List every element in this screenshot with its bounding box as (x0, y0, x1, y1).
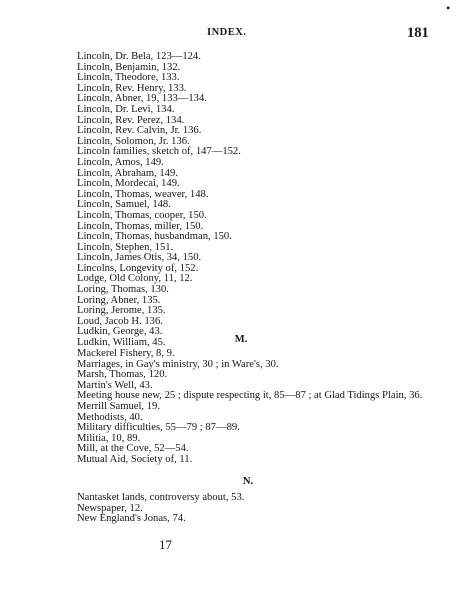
index-entry: Lincoln, Rev. Henry, 133. (77, 82, 187, 94)
index-entry: Mill, at the Cove, 52—54. (77, 443, 189, 455)
index-entry: Lincoln, James Otis, 34, 150. (77, 252, 202, 264)
index-entry: New England's Jonas, 74. (77, 513, 186, 525)
index-entry: Lincoln, Amos, 149. (77, 156, 164, 168)
index-entry: Lincoln, Abraham, 149. (77, 167, 178, 179)
index-entry: Militia, 10, 89. (77, 432, 141, 444)
signature-mark: 17 (159, 537, 172, 552)
index-entry: Loud, Jacob H. 136. (77, 315, 163, 327)
index-entry: Methodists, 40. (77, 411, 143, 423)
index-entry: Lincoln families, sketch of, 147—152. (77, 146, 241, 158)
header-page-number: 181 (407, 25, 429, 41)
index-entry: Ludkin, William, 45. (77, 337, 166, 349)
index-entry: Lincoln, Theodore, 133. (77, 72, 180, 84)
index-entry: Lincoln, Rev. Calvin, Jr. 136. (77, 125, 202, 137)
index-entry: Meeting house new, 25 ; dispute respecting it, 85—87 ; at Glad Tidings Plain, 36. (77, 390, 423, 402)
index-entry: Marriages, in Gay's ministry, 30 ; in Ware's, 30. (77, 358, 279, 370)
section-letter-m: M. (234, 334, 248, 345)
page-header (0, 25, 464, 41)
index-entry: Merrill Samuel, 19. (77, 400, 160, 412)
index-entry: Lincoln, Stephen, 151. (77, 241, 174, 253)
index-entry: Military difficulties, 55—79 ; 87—89. (77, 422, 240, 434)
corner-mark: • (446, 1, 451, 15)
index-entry: Lincoln, Abner, 19, 133—134. (77, 93, 207, 105)
index-entry: Lincoln, Solomon, Jr. 136. (77, 135, 190, 147)
index-entry: Lincoln, Thomas, cooper, 150. (77, 209, 207, 221)
index-entry: Newspaper, 12. (77, 502, 143, 514)
index-entry: Lincoln, Dr. Levi, 134. (77, 103, 175, 115)
index-entry: Mackerel Fishery, 8, 9. (77, 348, 175, 359)
index-entry: Ludkin, George, 43. (77, 326, 163, 338)
index-list-l (77, 52, 437, 349)
index-entry: Lincoln, Benjamin, 132. (77, 61, 181, 73)
index-entry: Marsh, Thomas, 120. (77, 369, 168, 381)
index-entry: Lincoln, Mordecai, 149. (77, 178, 180, 190)
index-entry: Lincoln, Samuel, 148. (77, 199, 171, 211)
index-entry: Nantasket lands, controversy about, 53. (77, 492, 245, 503)
index-list-n (77, 493, 437, 525)
index-entry: Loring, Abner, 135. (77, 294, 161, 306)
index-entry: Lodge, Old Colony, 11, 12. (77, 273, 193, 285)
index-entry: Martin's Well, 43. (77, 379, 153, 391)
index-entry: Lincoln, Rev. Perez, 134. (77, 114, 185, 126)
index-entry: Lincoln, Thomas, weaver, 148. (77, 188, 209, 200)
index-entry: Loring, Jerome, 135. (77, 305, 166, 317)
index-entry: Lincolns, Longevity of, 152. (77, 262, 199, 274)
index-entry: Lincoln, Dr. Bela, 123—124. (77, 51, 201, 62)
section-letter-n: N. (242, 476, 254, 487)
index-list-m (77, 349, 437, 466)
index-entry: Lincoln, Thomas, husbandman, 150. (77, 231, 232, 243)
header-title: INDEX. (207, 27, 247, 38)
index-entry: Mutual Aid, Society of, 11. (77, 453, 193, 465)
index-entry: Lincoln, Thomas, miller, 150. (77, 220, 204, 232)
index-entry: Loring, Thomas, 130. (77, 284, 169, 296)
